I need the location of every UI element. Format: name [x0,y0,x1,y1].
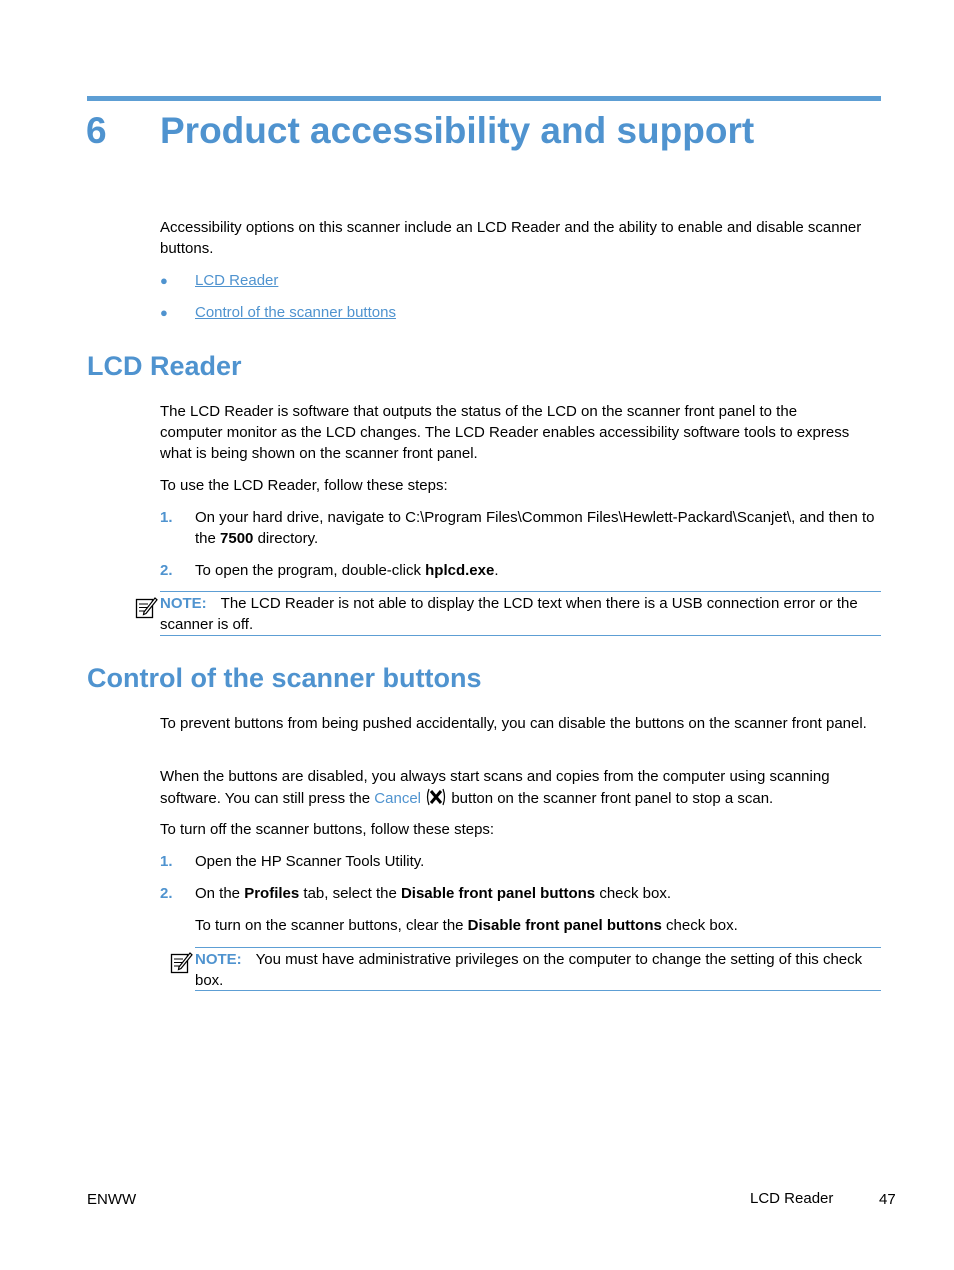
control-step-2 [195,883,885,904]
step-bold: Profiles [244,885,300,902]
chapter-number: 6 [86,110,107,151]
step-text: On your hard drive, navigate to C:\Program Files\Common Files\Hewlett-Packard\Scanjet\, and then to the [195,509,875,547]
step-bold: Disable front panel buttons [467,917,662,934]
bullet-marker: ● [160,305,168,320]
step-text: To open the program, double-click [195,562,426,579]
control-step-1: Open the HP Scanner Tools Utility. [195,853,425,870]
lcd-step-1 [195,507,885,549]
control-steps-intro: To turn off the scanner buttons, follow these steps: [160,821,495,838]
lcd-step-2 [195,560,885,581]
control-step-2-sub [195,915,885,936]
note-icon [134,595,158,619]
note-label: NOTE: [160,595,207,612]
step-number: 1. [160,509,173,526]
chapter-title: Product accessibility and support [160,110,755,151]
note-body [195,949,885,991]
note-text: The LCD Reader is not able to display the LCD text when there is a USB connection error or the scanner is off. [160,595,858,633]
note-body [160,593,885,635]
step-number: 2. [160,562,173,579]
footer-enww: ENWW [87,1191,137,1208]
note-administrative-privileges [195,947,881,991]
cancel-button-glyph [425,787,447,813]
step-text: To turn on the scanner buttons, clear the [195,917,468,934]
step-text: . [494,562,499,579]
control-paragraph-2 [160,766,890,813]
lcd-reader-steps-intro: To use the LCD Reader, follow these steps: [160,477,448,494]
step-text: check box. [595,885,672,902]
note-lcd-reader [160,591,881,636]
footer-page-number: 47 [879,1191,896,1208]
step-number: 1. [160,853,173,870]
link-lcd-reader[interactable]: LCD Reader [195,272,279,289]
heading-lcd-reader: LCD Reader [87,351,242,381]
step-bold: 7500 [220,530,254,547]
lcd-reader-paragraph: The LCD Reader is software that outputs the status of the LCD on the scanner front panel to the computer monitor as the LCD changes. The LCD Reader enables accessibility software tools to express what is being shown on the scanner front panel. [160,403,850,462]
note-icon [169,950,193,974]
note-text: You must have administrative privileges on the computer to change the setting of this check box. [195,951,863,989]
chapter-top-rule [87,96,881,101]
intro-paragraph: Accessibility options on this scanner include an LCD Reader and the ability to enable and disable scanner buttons. [160,219,862,257]
step-text: check box. [661,917,738,934]
para-text: When the buttons are disabled, you always start scans and copies from the computer using scanning software. You can still press the [160,768,830,807]
footer-section-name: LCD Reader [750,1190,834,1207]
note-label: NOTE: [195,951,242,968]
step-text: directory. [253,530,319,547]
step-bold: Disable front panel buttons [400,885,596,902]
link-control-scanner-buttons[interactable]: Control of the scanner buttons [195,304,396,321]
heading-control-scanner-buttons: Control of the scanner buttons [87,663,482,693]
step-text: tab, select the [299,885,401,902]
bullet-marker: ● [160,273,168,288]
step-bold: hplcd.exe [425,562,495,579]
control-paragraph-1: To prevent buttons from being pushed accidentally, you can disable the buttons on the scanner front panel. [160,715,867,732]
step-number: 2. [160,885,173,902]
step-text: On the [195,885,245,902]
cancel-link: Cancel [374,790,421,807]
cancel-x-icon [425,787,447,807]
para-text: button on the scanner front panel to stop a scan. [447,790,774,807]
